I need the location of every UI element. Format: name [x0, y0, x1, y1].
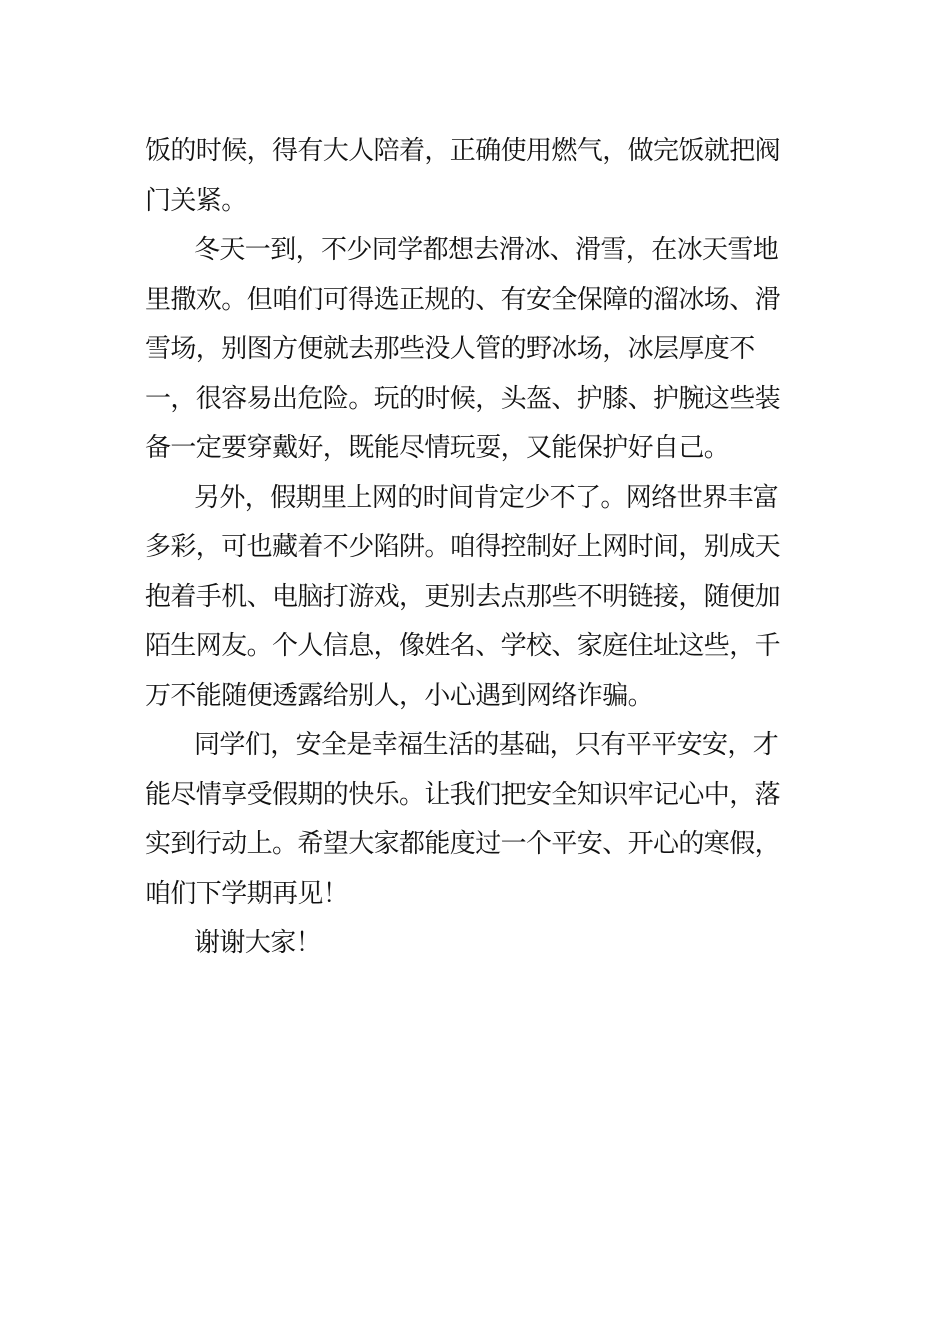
text-line: 抱着手机、电脑打游戏，更别去点那些不明链接，随便加	[145, 581, 781, 612]
paragraph-first-line: 冬天一到，不少同学都想去滑冰、滑雪，在冰天雪地	[194, 235, 779, 265]
text-line: 多彩，可也藏着不少陷阱。咱得控制好上网时间，别成天	[145, 532, 781, 562]
text-line: 万不能随便透露给别人，小心遇到网络诈骗。	[145, 680, 654, 711]
text-line: 一，很容易出危险。玩的时候，头盔、护膝、护腕这些装	[145, 383, 781, 414]
text-line: 陌生网友。个人信息，像姓名、学校、家庭住址这些，千	[145, 631, 781, 661]
paragraph-first-line: 同学们，安全是幸福生活的基础，只有平平安安，才	[194, 730, 779, 760]
speech-body	[145, 127, 790, 969]
text-line: 实到行动上。希望大家都能度过一个平安、开心的寒假，	[145, 829, 781, 859]
paragraph-first-line: 另外，假期里上网的时间肯定少不了。网络世界丰富	[194, 482, 779, 513]
text-line: 饭的时候，得有大人陪着，正确使用燃气，做完饭就把阀	[145, 136, 781, 166]
text-line: 门关紧。	[145, 185, 247, 216]
text-line: 咱们下学期再见！	[145, 878, 349, 909]
text-line: 里撒欢。但咱们可得选正规的、有安全保障的溜冰场、滑	[145, 284, 781, 315]
closing-line: 谢谢大家！	[194, 928, 322, 958]
text-line: 能尽情享受假期的快乐。让我们把安全知识牢记心中，落	[145, 779, 781, 810]
text-line: 备一定要穿戴好，既能尽情玩耍，又能保护好自己。	[145, 433, 730, 463]
text-line: 雪场，别图方便就去那些没人管的野冰场，冰层厚度不	[145, 334, 755, 364]
